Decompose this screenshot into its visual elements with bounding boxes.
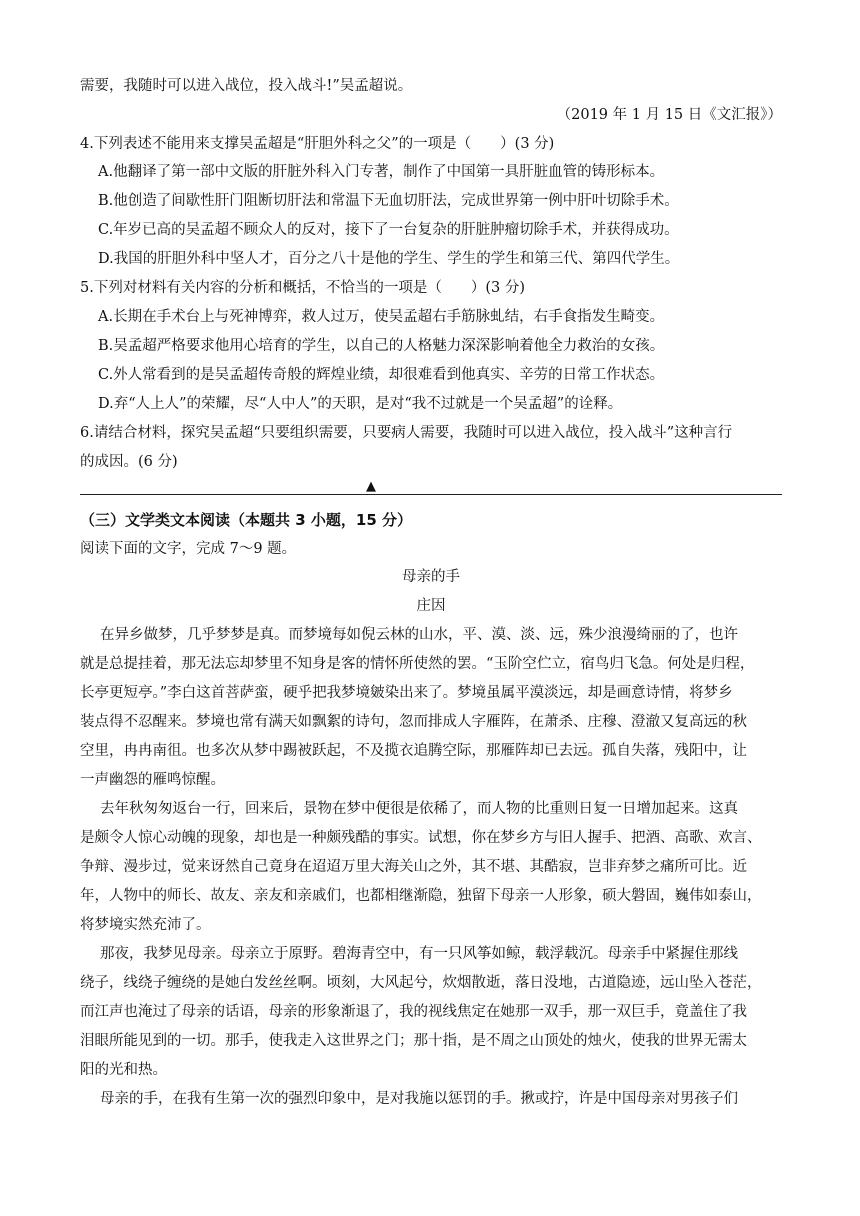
article-author: 庄因: [416, 598, 446, 614]
question-6-line-2: 的成因。(6 分): [80, 454, 178, 470]
paragraph-3-line: 泪眼所能见到的一切。那手，使我走入这世界之门；那十指，是不周之山顶处的烛火，使我的世界无需太: [80, 1033, 747, 1049]
paragraph-1-line: 长亭更短亭。”李白这首菩萨蛮，硬乎把我梦境皴染出来了。梦境虽属平漠淡远，却是画意诗情，将梦乡: [80, 685, 733, 701]
section-divider: [80, 494, 782, 495]
paragraph-3-line: 那夜，我梦见母亲。母亲立于原野。碧海青空中，有一只风筝如鲸，载浮载沉。母亲手中紧握住那线: [100, 946, 738, 962]
paragraph-1-line: 就是总提挂着，那无法忘却梦里不知身是客的情怀所使然的罢。“玉阶空伫立，宿鸟归飞急。何处是归程，: [80, 656, 755, 672]
question-4-option-a: A.他翻译了第一部中文版的肝脏外科入门专著，制作了中国第一具肝脏血管的铸形标本。: [98, 164, 665, 180]
paragraph-2-line: 是颇令人惊心动魄的现象，却也是一种颇残酷的事实。试想，你在梦乡方与旧人握手、把酒、高歌、欢言、: [80, 830, 762, 846]
paragraph-1-line: 装点得不忍醒来。梦境也常有满天如飘絮的诗句，忽而排成人字雁阵，在萧杀、庄穆、澄澈又复高远的秋: [80, 714, 747, 730]
article-title: 母亲的手: [402, 569, 460, 585]
question-5-option-d: D.弃“人上人”的荣耀，尽“人中人”的天职，是对“我不过就是一个吴孟超”的诠释。: [98, 396, 623, 412]
question-5-option-a: A.长期在手术台上与死神博弈，救人过万，使吴孟超右手筋脉虬结，右手食指发生畸变。: [98, 309, 665, 325]
passage-continuation: 需要，我随时可以进入战位，投入战斗!”吴孟超说。: [80, 78, 413, 94]
question-5-option-b: B.吴孟超严格要求他用心培育的学生，以自己的人格魅力深深影响着他全力救治的女孩。: [98, 338, 665, 354]
question-5-option-c: C.外人常看到的是吴孟超传奇般的辉煌业绩，却很难看到他真实、辛劳的日常工作状态。: [98, 367, 665, 383]
paragraph-2-line: 去年秋匆匆返台一行，回来后，景物在梦中便很是依稀了，而人物的比重则日复一日增加起来。这真: [100, 801, 738, 817]
reading-instruction: 阅读下面的文字，完成 7～9 题。: [80, 541, 297, 557]
section-heading: （三）文学类文本阅读（本题共 3 小题，15 分）: [80, 511, 412, 529]
paragraph-4-line: 母亲的手，在我有生第一次的强烈印象中，是对我施以惩罚的手。揪或拧，许是中国母亲对男孩子们: [100, 1091, 738, 1107]
question-4-stem: 4.下列表述不能用来支撑吴孟超是“肝胆外科之父”的一项是（ ）(3 分): [80, 136, 555, 152]
paragraph-2-line: 年，人物中的师长、故友、亲友和亲戚们，也都相继渐隐，独留下母亲一人形象，硕大磐固，巍伟如泰山，: [80, 888, 762, 904]
paragraph-2-line: 将梦境实然充沛了。: [80, 917, 211, 933]
paragraph-1-line: 空里，冉冉南徂。也多次从梦中踢被跃起，不及揽衣追腾空际，那雁阵却已去远。孤自失落，残阳中，让: [80, 743, 747, 759]
paragraph-1-line: 一声幽怨的雁鸣惊醒。: [80, 772, 225, 788]
paragraph-1-line: 在异乡做梦，几乎梦梦是真。而梦境每如倪云林的山水，平、漠、淡、远，殊少浪漫绮丽的了，也许: [100, 627, 738, 643]
question-4-option-b: B.他创造了间歇性肝门阻断切肝法和常温下无血切肝法，完成世界第一例中肝叶切除手术。: [98, 193, 679, 209]
question-6-line-1: 6.请结合材料，探究吴孟超“只要组织需要，只要病人需要，我随时可以进入战位，投入战斗”这种言行: [80, 425, 733, 441]
source-citation: （2019 年 1 月 15 日《文汇报》）: [556, 107, 782, 123]
paragraph-3-line: 绕子，线绕子缠绕的是她白发丝丝啊。顷刻，大风起兮，炊烟散逝，落日没地，古道隐迹，远山坠入苍茫，: [80, 975, 762, 991]
question-4-option-c: C.年岁已高的吴孟超不顾众人的反对，接下了一台复杂的肝脏肿瘤切除手术，并获得成功。: [98, 222, 679, 238]
paragraph-2-line: 争辩、漫步过，觉来讶然自己竟身在迢迢万里大海关山之外，其不堪、其酷寂，岂非弃梦之痛所可比。近: [80, 859, 747, 875]
question-4-option-d: D.我国的肝胆外科中坚人才，百分之八十是他的学生、学生的学生和第三代、第四代学生。: [98, 251, 680, 267]
question-5-stem: 5.下列对材料有关内容的分析和概括，不恰当的一项是（ ）(3 分): [80, 280, 525, 296]
paragraph-3-line: 而江声也淹过了母亲的话语，母亲的形象渐退了，我的视线焦定在她那一双手，那一双巨手，竟盖住了我: [80, 1004, 747, 1020]
paragraph-3-line: 阳的光和热。: [80, 1062, 167, 1078]
triangle-marker-icon: ▲: [366, 479, 376, 494]
